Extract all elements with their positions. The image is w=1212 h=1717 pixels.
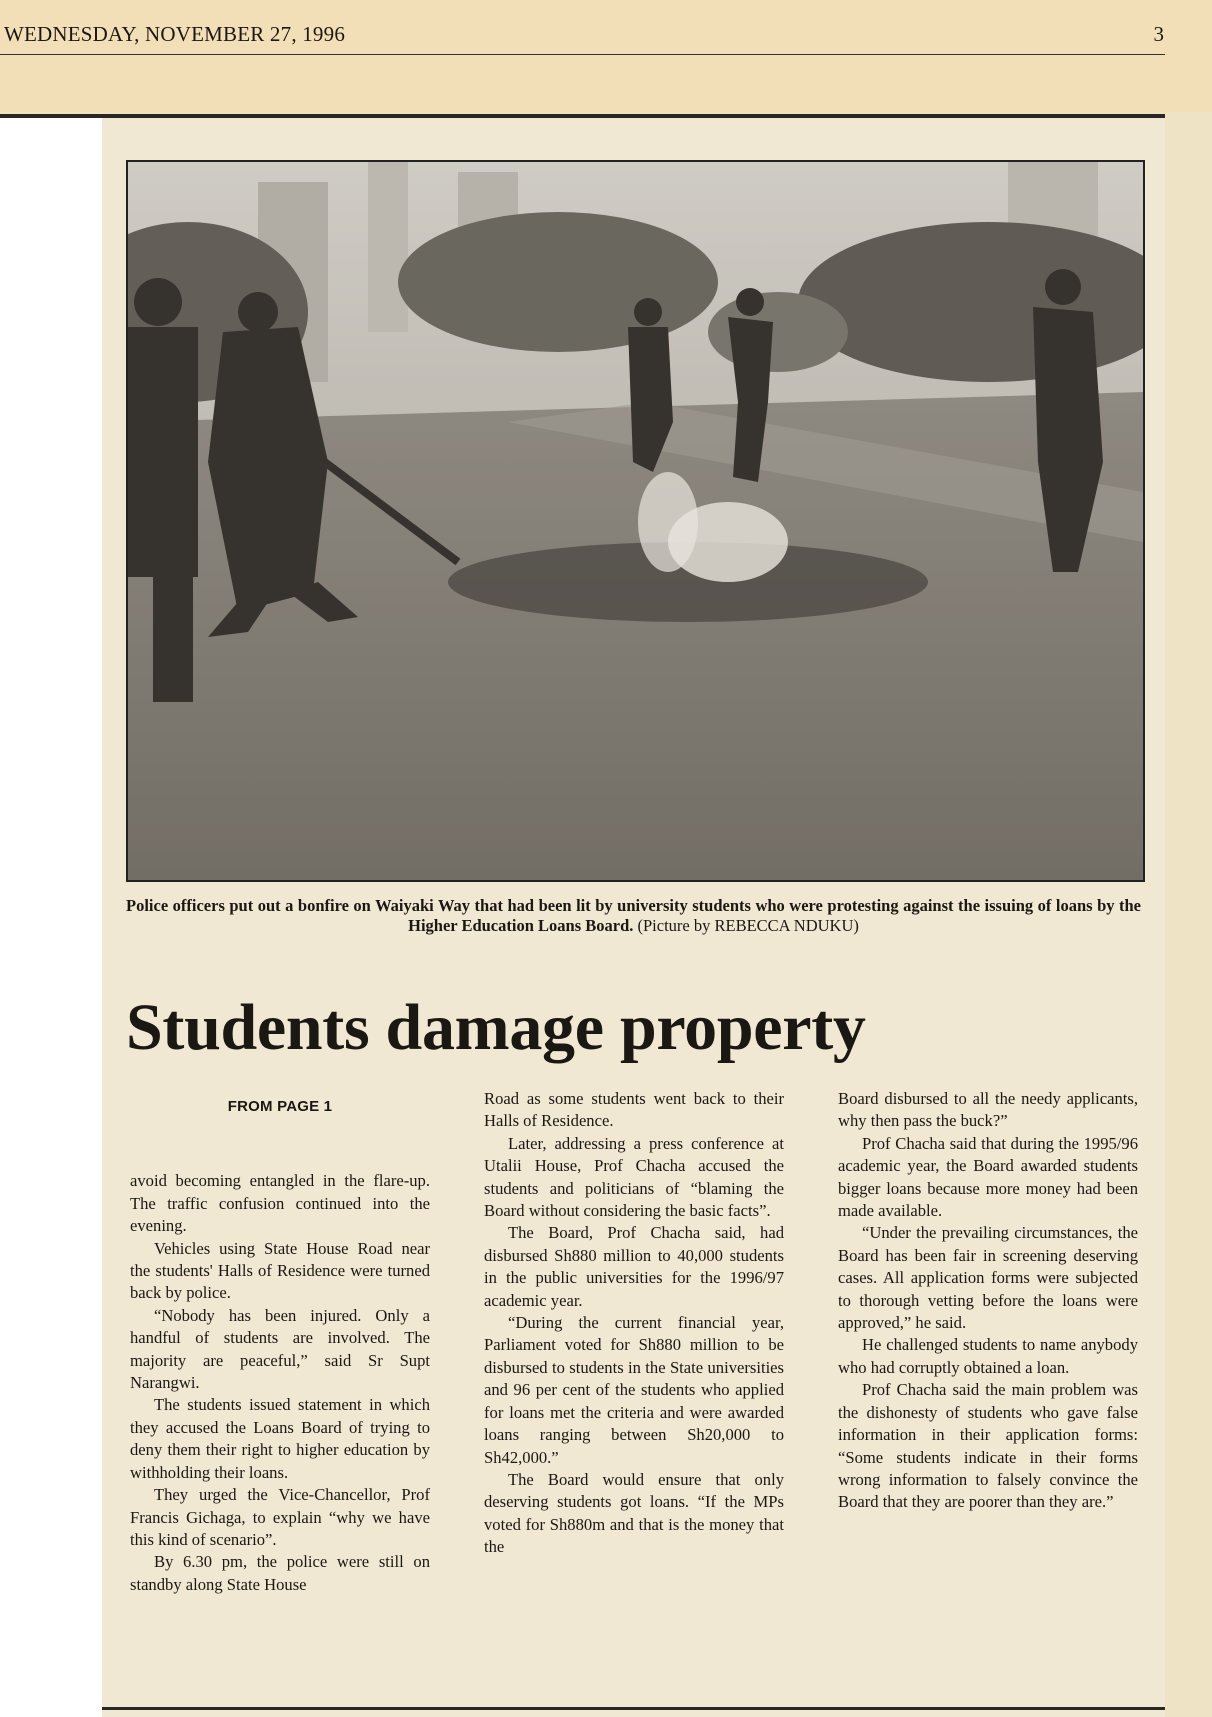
paragraph: “Under the prevailing circumstances, the Board has been fair in screening deserving cases. All application forms were subjected to thorough vetting before the loans were approved,” he said. <box>838 1223 1138 1333</box>
paragraph: Prof Chacha said that during the 1995/96 academic year, the Board awarded students bigger loans because more money had been made available. <box>838 1133 1138 1221</box>
caption-text: Police officers put out a bonfire on Waiyaki Way that had been lit by university students who were protesting against the issuing of loans by the Higher Education Loans Board. <box>126 896 1141 935</box>
photo-credit: (Picture by REBECCA NDUKU) <box>637 916 859 935</box>
article-column-2 <box>484 1088 784 1559</box>
article-column-3 <box>838 1088 1138 1514</box>
paragraph: The Board would ensure that only deserving students got loans. “If the MPs voted for Sh880m and that is the money that the <box>484 1469 784 1557</box>
article-headline: Students damage property <box>126 991 866 1064</box>
masthead <box>0 0 1212 112</box>
paragraph: He challenged students to name anybody who had corruptly obtained a loan. <box>838 1335 1138 1377</box>
masthead-rule <box>0 54 1165 55</box>
paragraph: Board disbursed to all the needy applicants, why then pass the buck?” <box>838 1089 1138 1131</box>
continuation-label: FROM PAGE 1 <box>227 1098 333 1115</box>
photo-caption <box>126 896 1141 936</box>
paragraph: avoid becoming entangled in the flare-up. The traffic confusion continued into the evening. <box>130 1171 430 1236</box>
paragraph: Prof Chacha said the main problem was the dishonesty of students who gave false information in their application forms: “Some students indicate in their forms wrong information to falsely convince the Board that they are poorer than they are.” <box>838 1380 1138 1512</box>
news-article <box>102 118 1165 1717</box>
paragraph: “During the current financial year, Parliament voted for Sh880 million to be disbursed to students in the State universities and 96 per cent of the students who applied for loans met the criteria and were awarded loans ranging between Sh20,000 to Sh42,000.” <box>484 1313 784 1467</box>
issue-date: WEDNESDAY, NOVEMBER 27, 1996 <box>4 22 346 46</box>
paragraph: Vehicles using State House Road near the students' Halls of Residence were turned back by police. <box>130 1238 430 1303</box>
article-column-1 <box>130 1088 430 1596</box>
bonfire-photo-illustration <box>128 162 1143 880</box>
paragraph: Later, addressing a press conference at Utalii House, Prof Chacha accused the students and politicians of “blaming the Board without considering the basic facts”. <box>484 1133 784 1221</box>
bottom-rule <box>102 1707 1165 1710</box>
paragraph: The Board, Prof Chacha said, had disbursed Sh880 million to 40,000 students in the public universities for the 1996/97 academic year. <box>484 1223 784 1310</box>
page-number: 3 <box>1153 22 1164 46</box>
news-photo <box>126 160 1145 882</box>
paragraph: The students issued statement in which they accused the Loans Board of trying to deny them their right to higher education by withholding their loans. <box>130 1395 430 1482</box>
paragraph: Road as some students went back to their Halls of Residence. <box>484 1089 784 1131</box>
page-margin <box>0 118 102 1717</box>
paragraph: By 6.30 pm, the police were still on standby along State House <box>130 1552 430 1594</box>
paragraph: They urged the Vice-Chancellor, Prof Francis Gichaga, to explain “why we have this kind of scenario”. <box>130 1485 430 1549</box>
paragraph: “Nobody has been injured. Only a handful of students are involved. The majority are peaceful,” said Sr Supt Narangwi. <box>130 1305 430 1393</box>
